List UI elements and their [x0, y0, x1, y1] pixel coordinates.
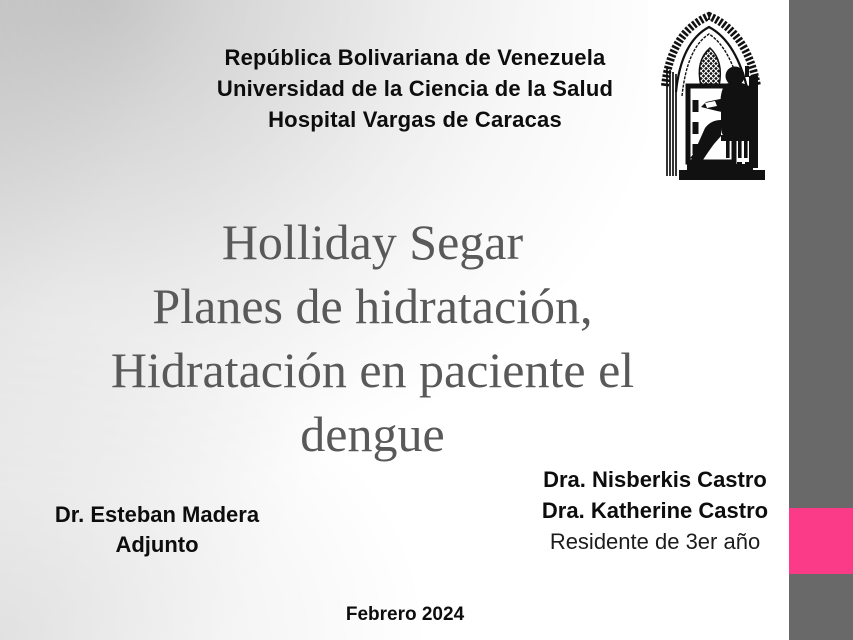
header-line-university: Universidad de la Ciencia de la Salud [216, 76, 614, 101]
presenter-left-role: Adjunto [115, 532, 199, 557]
presenter-left-name: Dr. Esteban Madera [54, 502, 260, 527]
pink-accent-block [789, 508, 853, 574]
header-line-hospital: Hospital Vargas de Caracas [268, 107, 562, 132]
logo-container [648, 0, 789, 188]
date-label: Febrero 2024 [345, 604, 465, 625]
title-line-2: Planes de hidratación, [152, 278, 593, 334]
presenter-left [28, 500, 286, 560]
presenter-right-name-1: Dra. Nisberkis Castro [543, 467, 767, 492]
title-line-3: Hidratación en paciente el [110, 342, 635, 398]
slide-title [25, 210, 720, 466]
title-line-1: Holliday Segar [221, 214, 524, 270]
header-line-country: República Bolivariana de Venezuela [224, 45, 606, 70]
presenter-right-name-2: Dra. Katherine Castro [541, 498, 769, 523]
presenter-right-role: Residente de 3er año [549, 529, 761, 554]
title-line-4: dengue [300, 406, 445, 462]
header-institution [165, 42, 665, 135]
hospital-vargas-logo-icon [658, 6, 776, 186]
presenters-right [524, 464, 786, 557]
